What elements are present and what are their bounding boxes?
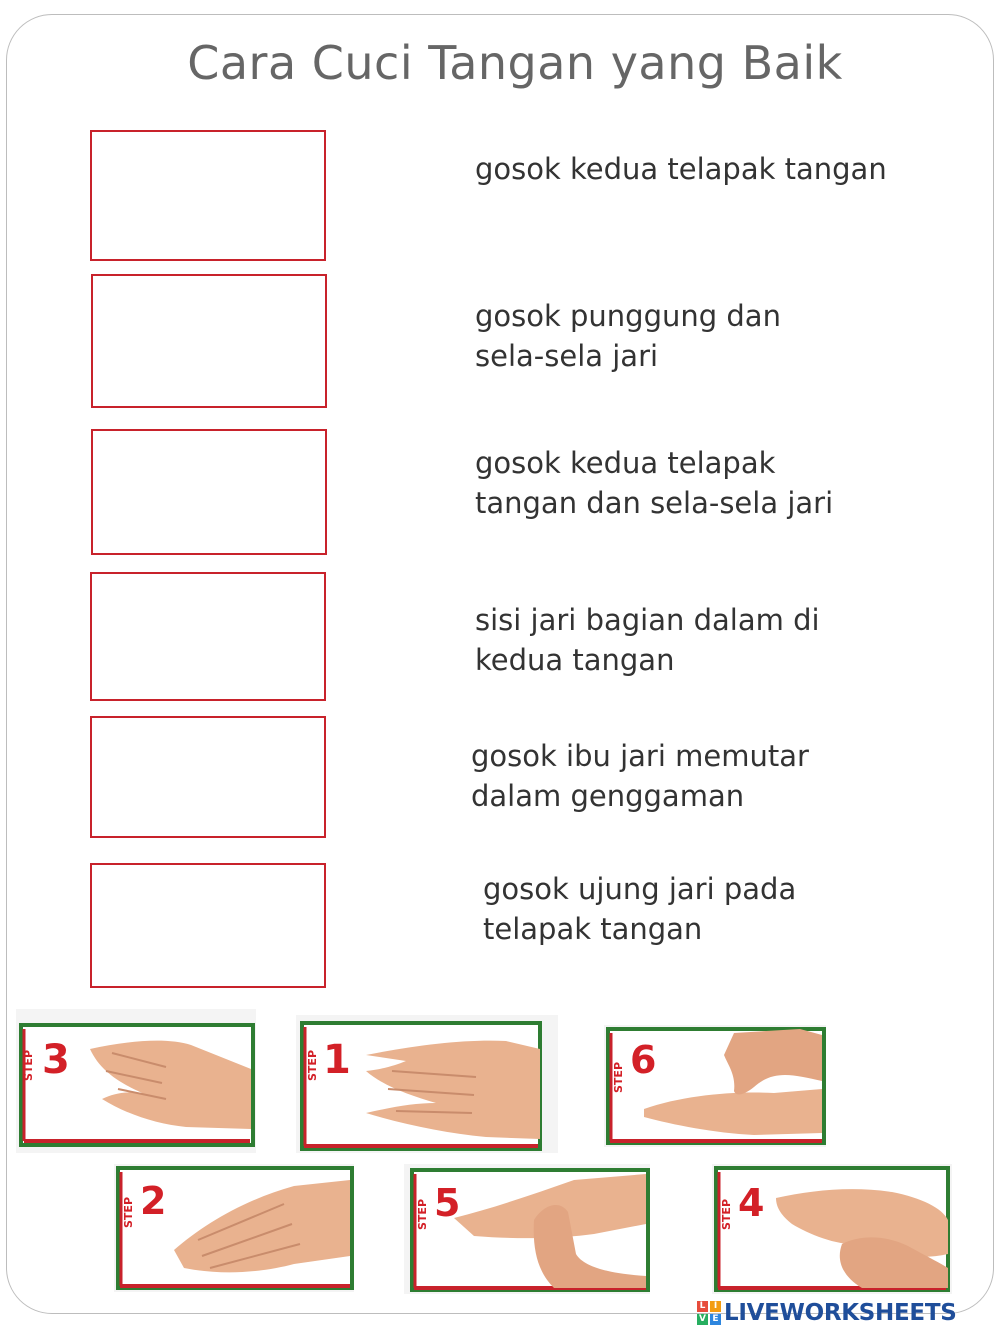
- answer-box-2[interactable]: [91, 274, 327, 408]
- step-card[interactable]: [114, 1164, 354, 1292]
- brand-name: LIVEWORKSHEETS: [724, 1300, 957, 1326]
- logo-letter: I: [710, 1301, 721, 1312]
- step-card[interactable]: [16, 1009, 256, 1153]
- step-number: 6: [630, 1038, 657, 1082]
- step-word: STEP: [612, 1061, 625, 1093]
- logo-letter: E: [710, 1314, 721, 1325]
- step-description: gosok ibu jari memutar dalam genggaman: [471, 739, 809, 813]
- step-description: gosok kedua telapak tangan: [475, 152, 887, 186]
- logo-icon: [697, 1301, 721, 1325]
- step-number: 4: [738, 1181, 765, 1225]
- logo-letter: V: [697, 1314, 708, 1325]
- step-number: 5: [434, 1181, 461, 1225]
- step-description: gosok ujung jari pada telapak tangan: [483, 872, 797, 946]
- answer-box-1[interactable]: [90, 130, 326, 261]
- step-word: STEP: [720, 1198, 733, 1230]
- answer-box-3[interactable]: [91, 429, 327, 555]
- step-number: 3: [42, 1037, 70, 1083]
- step-card[interactable]: [296, 1015, 558, 1153]
- step-description: gosok kedua telapak tangan dan sela-sela jari: [475, 446, 834, 520]
- step-word: STEP: [306, 1049, 319, 1081]
- step-card[interactable]: [404, 1164, 650, 1294]
- step-word: STEP: [122, 1196, 135, 1228]
- answer-box-4[interactable]: [90, 572, 326, 701]
- step-card[interactable]: [712, 1164, 952, 1294]
- step-description: sisi jari bagian dalam di kedua tangan: [475, 603, 820, 677]
- logo-letter: L: [697, 1301, 708, 1312]
- step-number: 1: [323, 1037, 351, 1083]
- liveworksheets-logo: [697, 1296, 956, 1330]
- answer-box-6[interactable]: [90, 863, 326, 988]
- step-number: 2: [140, 1179, 167, 1223]
- answer-box-5[interactable]: [90, 716, 326, 838]
- step-word: STEP: [416, 1198, 429, 1230]
- step-word: STEP: [22, 1049, 35, 1081]
- step-card[interactable]: [604, 1025, 826, 1147]
- step-description: gosok punggung dan sela-sela jari: [475, 299, 781, 373]
- worksheet-title: Cara Cuci Tangan yang Baik: [187, 36, 843, 90]
